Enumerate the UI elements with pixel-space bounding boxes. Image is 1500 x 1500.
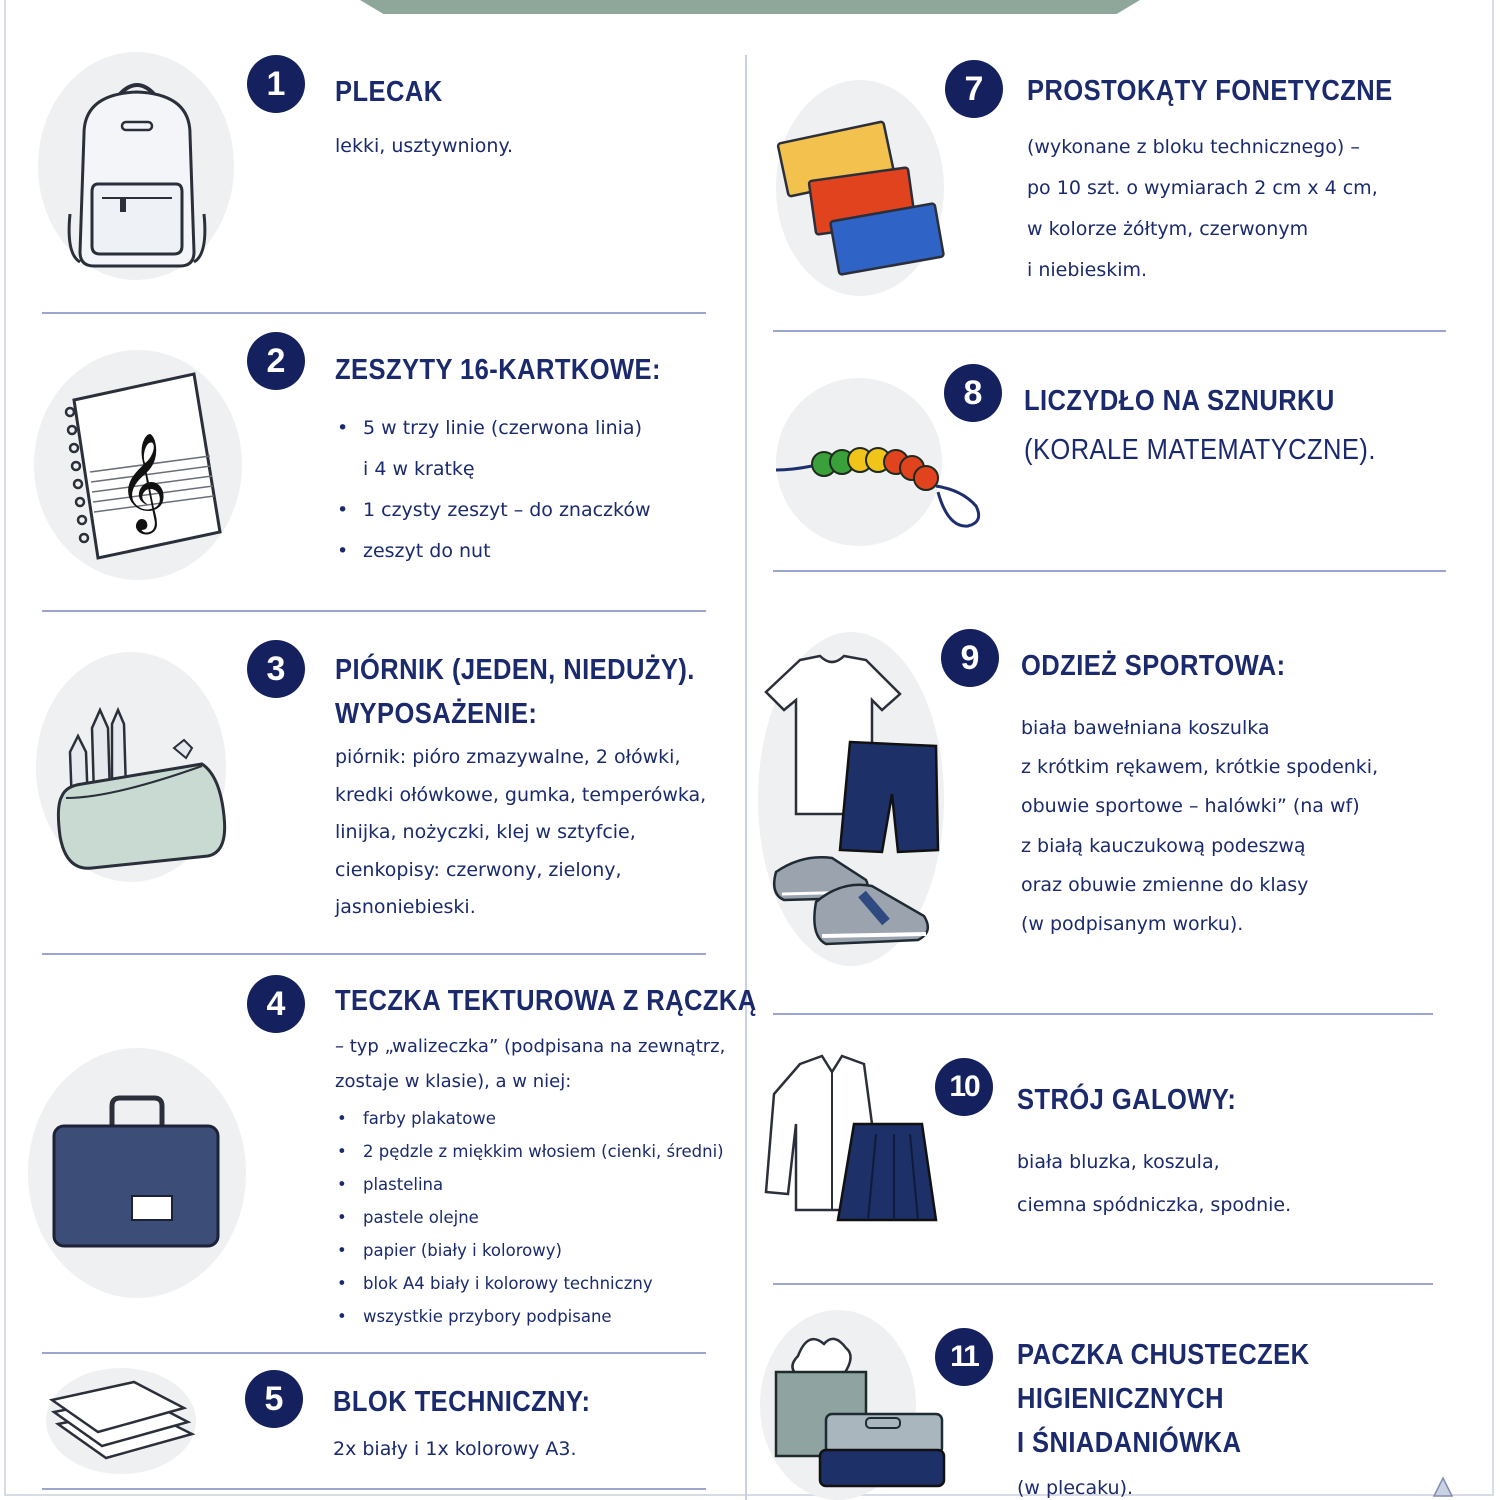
list-item-text: • 5 w trzy linie (czerwona linia) [363, 417, 642, 439]
list-item-text: 2 pędzle z miękkim włosiem (cienki, średni) [363, 1142, 724, 1161]
item-description [335, 133, 513, 159]
backpack-icon [62, 74, 212, 274]
sportswear-icon [762, 654, 942, 954]
divider [773, 570, 1446, 572]
item-number-badge: 10 [935, 1058, 993, 1116]
item-title: LICZYDŁO NA SZNURKU [1024, 385, 1335, 417]
description-line: oraz obuwie zmienne do klasy [1021, 873, 1309, 896]
item-title: TECZKA TEKTUROWA Z RĄCZKĄ [335, 985, 757, 1017]
item-title-line: PACZKA CHUSTECZEK [1017, 1339, 1310, 1371]
description-line: 2x biały i 1x kolorowy A3. [333, 1438, 577, 1460]
list-item-text: plastelina [363, 1175, 444, 1194]
item-description [1017, 1141, 1291, 1227]
list-item [335, 490, 651, 531]
description-line: z białą kauczukową podeszwą [1021, 834, 1306, 857]
list-item-text: papier (biały i kolorowy) [363, 1241, 562, 1260]
item-number-badge: 3 [247, 640, 305, 698]
item-number-badge: 7 [945, 60, 1003, 118]
list-item-text: i 4 w kratkę [363, 458, 475, 480]
paper-sheets-icon [48, 1374, 198, 1474]
description-line: linijka, nożyczki, klej w sztyfcie, [335, 821, 636, 843]
pencil-case-icon [52, 706, 232, 876]
description-line: biała bawełniana koszulka [1021, 717, 1270, 739]
svg-text:𝄞: 𝄞 [118, 432, 168, 530]
description-line: cienkopisy: czerwony, zielony, [335, 858, 622, 881]
description-line: (wykonane z bloku technicznego) – [1027, 136, 1360, 158]
item-title: STRÓJ GALOWY: [1017, 1084, 1237, 1116]
item-description [1017, 1476, 1133, 1500]
item-title-line: PIÓRNIK (JEDEN, NIEDUŻY). [335, 654, 695, 686]
top-banner [360, 0, 1140, 14]
item-title: PROSTOKĄTY FONETYCZNE [1027, 75, 1393, 107]
description-line: zostaje w klasie), a w niej: [335, 1071, 572, 1092]
list-item-text: pastele olejne [363, 1208, 479, 1227]
column-divider [745, 55, 747, 1500]
divider [42, 610, 706, 612]
item-number-badge: 5 [245, 1370, 303, 1428]
divider [42, 312, 706, 314]
item-description [333, 1436, 577, 1462]
description-line: i niebieskim. [1027, 259, 1148, 281]
item-number-badge: 4 [247, 975, 305, 1033]
tissues-lunchbox-icon [768, 1326, 948, 1488]
formal-wear-icon [760, 1054, 940, 1230]
item-description [335, 739, 706, 927]
briefcase-icon [50, 1092, 222, 1250]
item-number-badge: 2 [247, 332, 305, 390]
description-line: lekki, usztywniony. [335, 135, 514, 157]
description-line: – typ „walizeczka” (podpisana na zewnątrz, [335, 1036, 726, 1057]
description-line: po 10 szt. o wymiarach 2 cm x 4 cm, [1027, 177, 1378, 199]
item-title: ZESZYTY 16-KARTKOWE: [335, 354, 661, 386]
item-bullet-list [335, 408, 651, 572]
description-line: (w podpisanym worku). [1021, 913, 1244, 936]
list-item [335, 1135, 724, 1168]
item-title: BLOK TECHNICZNY: [333, 1386, 591, 1418]
divider [42, 953, 706, 955]
list-item [335, 531, 651, 572]
list-item [335, 1267, 724, 1300]
list-item [335, 1300, 724, 1333]
description-line: jasnoniebieski. [335, 896, 476, 918]
description-line: z krótkim rękawem, krótkie spodenki, [1021, 756, 1379, 779]
phonetic-rectangles-icon [776, 110, 946, 280]
list-item [335, 1201, 724, 1234]
item-title-line: I ŚNIADANIÓWKA [1017, 1427, 1242, 1459]
list-item-text: zeszyt do nut [363, 540, 491, 562]
description-line: obuwie sportowe – halówki” (na wf) [1021, 795, 1360, 818]
list-item [335, 408, 651, 490]
triangle-icon [1432, 1476, 1454, 1498]
item-number-badge: 11 [935, 1328, 993, 1386]
abacus-beads-icon [772, 430, 987, 535]
description-line: biała bluzka, koszula, [1017, 1151, 1220, 1173]
divider [773, 1283, 1433, 1285]
divider [42, 1352, 706, 1354]
item-bullet-list [335, 1102, 724, 1333]
description-line: ciemna spódniczka, spodnie. [1017, 1194, 1292, 1216]
divider [42, 1488, 706, 1490]
item-title: PLECAK [335, 76, 443, 108]
description-line: w kolorze żółtym, czerwonym [1027, 218, 1309, 240]
divider [773, 1013, 1433, 1015]
item-description [335, 1029, 725, 1099]
item-description [1027, 127, 1378, 291]
item-title-line: HIGIENICZNYCH [1017, 1383, 1225, 1415]
item-title-line: WYPOSAŻENIE: [335, 698, 538, 730]
divider [773, 330, 1446, 332]
description-line: piórnik: pióro zmazywalne, 2 ołówki, [335, 746, 681, 768]
item-subtitle: (KORALE MATEMATYCZNE). [1024, 434, 1376, 466]
list-item-text: wszystkie przybory podpisane [363, 1307, 612, 1326]
description-line: (w plecaku). [1017, 1477, 1134, 1499]
item-number-badge: 8 [944, 364, 1002, 422]
item-number-badge: 1 [247, 55, 305, 113]
item-title: ODZIEŻ SPORTOWA: [1021, 650, 1286, 682]
list-item [335, 1102, 724, 1135]
list-item [335, 1168, 724, 1201]
description-line: kredki ołówkowe, gumka, temperówka, [335, 783, 707, 806]
list-item-text: blok A4 biały i kolorowy techniczny [363, 1274, 653, 1293]
music-notebook-icon [60, 372, 225, 562]
list-item-text: farby plakatowe [363, 1109, 496, 1128]
item-description [1021, 709, 1378, 944]
list-item-text: 1 czysty zeszyt – do znaczków [363, 499, 651, 521]
list-item [335, 1234, 724, 1267]
item-number-badge: 9 [941, 629, 999, 687]
